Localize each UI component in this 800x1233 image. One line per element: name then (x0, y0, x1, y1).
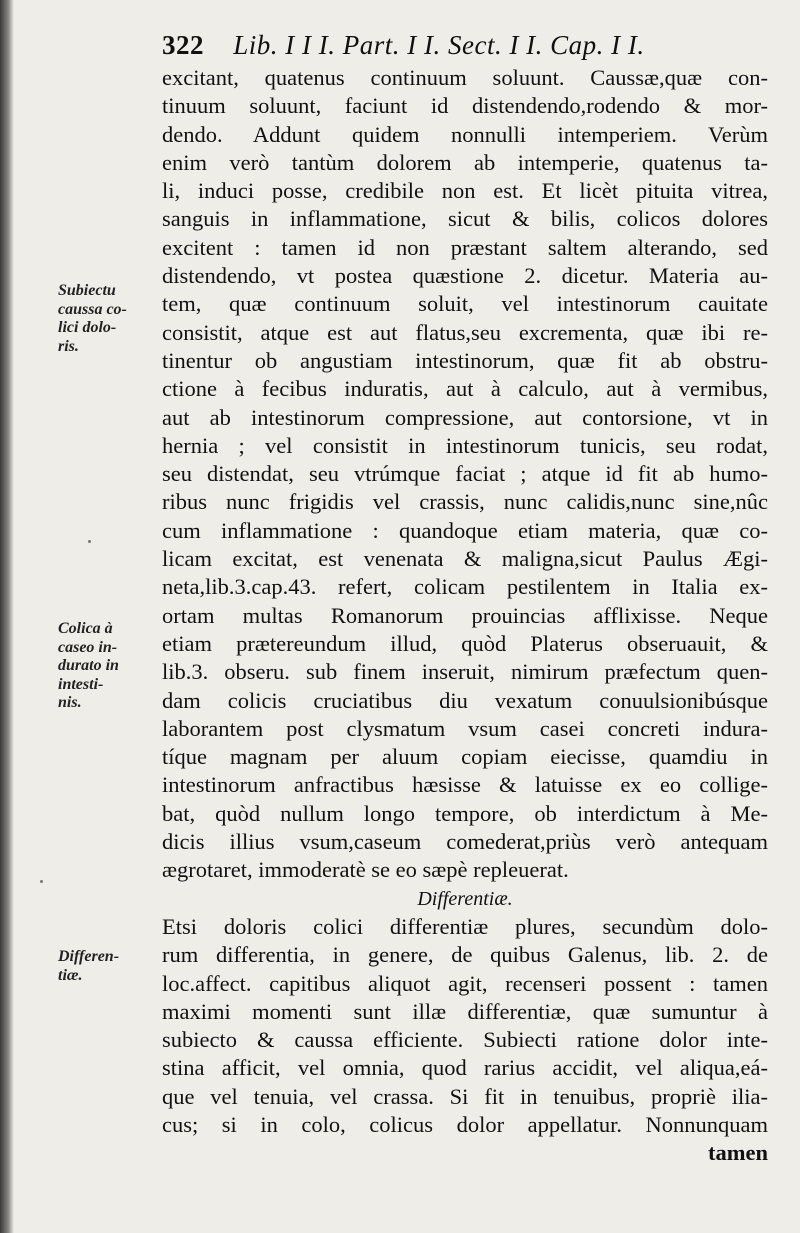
text-line: subiecto & caussa efficiente. Subiecti ratione dolor inte- (162, 1027, 768, 1053)
marginal-line: Differen- (58, 948, 120, 965)
text-line: cum inflammatione : quandoque etiam materia, quæ co- (162, 517, 768, 543)
marginal-note-subject (58, 282, 156, 356)
text-line: li, induci posse, credibile non est. Et licèt pituita vitrea, (162, 178, 768, 204)
print-speck (40, 880, 43, 883)
text-line: lib.3. obseru. sub finem inseruit, nimirum præfectum quen- (162, 659, 768, 685)
marginal-line: Colica à (58, 620, 113, 637)
marginal-line: lici dolo- (58, 319, 117, 336)
text-line: cus; si in colo, colicus dolor appellatur. Nonnunquam (162, 1111, 768, 1137)
marginal-line: intesti- (58, 675, 104, 693)
text-line: que vel tenuia, vel crassa. Si fit in tenuibus, propriè ilia- (162, 1083, 768, 1109)
marginal-line: ris. (58, 337, 79, 355)
body-text (162, 64, 768, 1168)
marginal-line: durato in (58, 657, 119, 674)
running-title: Lib. I I I. Part. I I. Sect. I I. Cap. I I. (233, 30, 645, 60)
text-line: tíque magnam per aluum copiam eiecisse, quamdiu in (162, 744, 768, 770)
text-line: Differentiæ. (417, 887, 513, 910)
text-line: tinuum soluunt, faciunt id distendendo,rodendo & mor- (162, 93, 768, 119)
text-line: enim verò tantùm dolorem ab intemperie, quatenus ta- (162, 149, 768, 175)
page-gutter-shadow (0, 0, 14, 1233)
text-line: stina afficit, vel omnia, quod rarius accidit, vel aliqua,eá- (162, 1055, 768, 1081)
marginal-note-differentiae (58, 948, 156, 985)
text-line: ægrotaret, immoderatè se eo sæpè repleuerat. (162, 857, 569, 883)
text-line: aut ab intestinorum compressione, aut contorsione, vt in (162, 404, 768, 430)
text-line: rum differentia, in genere, de quibus Galenus, lib. 2. de (162, 942, 768, 968)
text-line: neta,lib.3.cap.43. refert, colicam pestilentem in Italia ex- (162, 574, 768, 600)
text-line: consistit, atque est aut flatus,seu excrementa, quæ ibi re- (162, 319, 768, 345)
text-line: seu distendat, seu vtrúmque faciat ; atque id fit ab humo- (162, 461, 768, 487)
text-line: excitant, quatenus continuum soluunt. Caussæ,quæ con- (162, 65, 768, 90)
marginal-line: tiæ. (58, 966, 83, 984)
print-speck (88, 540, 91, 543)
text-line: excitent : tamen id non præstant saltem alterando, sed (162, 234, 768, 260)
text-line: ribus nunc frigidis vel crassis, nunc calidis,nunc sine,nûc (162, 489, 768, 515)
text-line: licam excitat, est venenata & maligna,sicut Paulus Ægi- (162, 546, 768, 572)
marginal-line: caussa co- (58, 300, 127, 318)
text-line: etiam prætereundum illud, quòd Platerus obseruauit, & (162, 630, 768, 656)
text-line: bat, quòd nullum longo tempore, ob interdictum à Me- (162, 800, 768, 826)
text-line: tem, quæ continuum soluit, vel intestinorum cauitate (162, 291, 768, 317)
text-line: intestinorum anfractibus hæsisse & latuisse ex eo collige- (162, 772, 768, 798)
text-line: laborantem post clysmatum vsum casei concreti indura- (162, 715, 768, 741)
marginal-line: caseo in- (58, 638, 118, 656)
text-line: tinentur ob angustiam intestinorum, quæ fit ab obstru- (162, 347, 768, 373)
text-line: tamen (708, 1140, 768, 1166)
text-line: hernia ; vel consistit in intestinorum tunicis, seu rodat, (162, 432, 768, 458)
page-number: 322 (162, 30, 204, 60)
marginal-line: nis. (58, 694, 82, 711)
text-line: Etsi doloris colici differentiæ plures, secundùm dolo- (162, 913, 768, 939)
text-line: maximi momenti sunt illæ differentiæ, quæ sumuntur à (162, 998, 768, 1024)
text-line: loc.affect. capitibus aliquot agit, recenseri possent : tamen (162, 970, 768, 996)
text-line: ctione à fecibus induratis, aut à calculo, aut à vermibus, (162, 376, 768, 402)
marginal-note-colica (58, 620, 156, 713)
text-line: ortam multas Romanorum prouincias afflixisse. Neque (162, 602, 768, 628)
text-line: dicis illius vsum,caseum comederat,priùs verò antequam (162, 829, 768, 855)
text-line: sanguis in inflammatione, sicut & bilis, colicos dolores (162, 206, 768, 232)
marginal-line: Subiectu (58, 282, 116, 299)
text-line: dendo. Addunt quidem nonnulli intemperiem. Verùm (162, 121, 768, 147)
text-line: dam colicis cruciatibus diu vexatum conuulsionibúsque (162, 687, 768, 713)
running-head (162, 30, 762, 61)
text-line: distendendo, vt postea quæstione 2. dicetur. Materia au- (162, 263, 768, 289)
